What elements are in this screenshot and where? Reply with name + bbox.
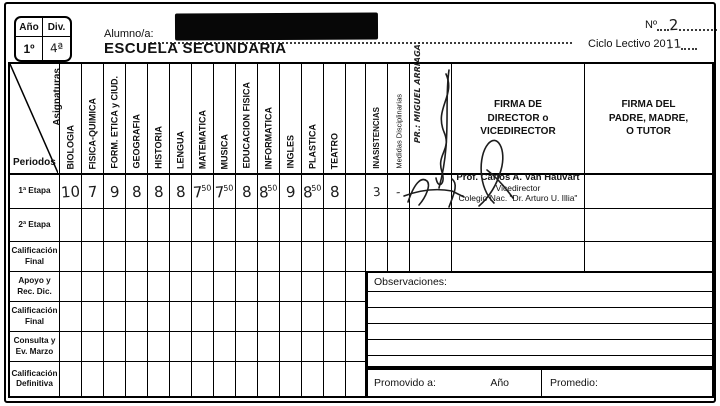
grade-value: 8 [175,182,187,201]
grade-cell [126,175,148,208]
empty-grade-cell [82,332,104,361]
period-label: 2ª Etapa [18,219,51,229]
empty-grade-cell [324,209,346,241]
medidas-label: Medidas Disciplinarias [393,94,403,169]
empty-grade-cell [148,209,170,241]
grade-cell [148,175,170,208]
anio-label: Año [16,18,43,37]
parent-signature-cell [585,175,712,208]
empty-grade-cell [302,272,324,301]
empty-grade-cell [258,332,280,361]
grade-value: $7^{50}$ [214,182,234,202]
empty-grade-cell [126,242,148,271]
empty-grade-cell [104,362,126,396]
school-name: ESCUELA SECUNDARIA [104,40,287,57]
empty-grade-cell [126,362,148,396]
empty-grade-cell [302,362,324,396]
subject-label: INGLES [285,135,295,169]
period-row [10,242,712,272]
empty-cell [346,302,366,331]
empty-grade-cell [214,302,236,331]
subject-label: BIOLOGIA [65,124,75,169]
empty-grade-cell [126,209,148,241]
empty-grade-cell [236,242,258,271]
promedio-label: Promedio: [550,377,598,389]
empty-grade-cell [126,302,148,331]
grade-value: 8 [241,182,253,201]
grade-cell [170,175,192,208]
grade-value: 9 [285,182,297,201]
empty-grade-cell [258,362,280,396]
empty-grade-cell [258,209,280,241]
empty-grade-cell [214,272,236,301]
empty-grade-cell [280,242,302,271]
grade-cell [258,175,280,208]
anio-value: 1º [16,37,43,60]
grade-cell [324,175,346,208]
empty-grade-cell [214,242,236,271]
subject-header [302,64,324,173]
dotted-leader [681,35,697,50]
grade-value: $7^{50}$ [192,182,212,202]
empty-grade-cell [82,302,104,331]
empty-cell [346,332,366,361]
empty-cell [346,272,366,301]
empty-grade-cell [258,302,280,331]
subject-header [324,64,346,173]
empty-cell [346,362,366,396]
period-label-cell [10,362,60,396]
empty-grade-cell [302,209,324,241]
subject-label: GEOGRAFIA [131,114,141,169]
grade-value: 8 [329,182,341,201]
empty-grade-cell [82,362,104,396]
numero-value-handwritten: 2 [668,15,680,35]
inasistencias-cell [366,175,388,208]
empty-cell [366,242,388,271]
period-row [10,209,712,242]
empty-cell [388,209,410,241]
div-label: Div. [43,18,70,37]
empty-grade-cell [170,362,192,396]
ciclo-line [588,35,697,50]
grade-cell [236,175,258,208]
grade-cell [104,175,126,208]
empty-grade-cell [280,302,302,331]
dotted-leader [679,16,717,31]
promovido-box [366,368,714,398]
empty-grade-cell [324,332,346,361]
empty-grade-cell [302,302,324,331]
period-label-cell [10,242,60,271]
asignaturas-label: Asignaturas [52,68,63,126]
observaciones-line [368,292,712,308]
grade-value: 7 [87,182,99,201]
empty-grade-cell [192,242,214,271]
period-label-cell [10,272,60,301]
empty-grade-cell [60,302,82,331]
period-label: Calificación Final [11,246,58,266]
subject-header [60,64,82,173]
subject-label: TEATRO [329,132,339,169]
subject-header [236,64,258,173]
empty-grade-cell [170,302,192,331]
empty-grade-cell [82,242,104,271]
empty-grade-cell [302,332,324,361]
grade-value: 10 [60,181,82,202]
inasistencias-header [366,64,388,173]
empty-cell [585,209,712,241]
empty-grade-cell [324,272,346,301]
empty-grade-cell [126,332,148,361]
empty-cell [346,175,366,208]
firma-padre-label: FIRMA DEL PADRE, MADRE, O TUTOR [608,99,689,138]
empty-grade-cell [60,242,82,271]
stamp-title: Vicedirector [495,183,541,193]
promovido-cell [368,370,542,396]
empty-grade-cell [258,242,280,271]
spare-column-header [346,64,366,173]
subject-header [104,64,126,173]
empty-grade-cell [192,302,214,331]
grade-value: $8^{50}$ [258,182,278,202]
empty-grade-cell [104,272,126,301]
period-label: Calificación Definitiva [11,368,58,388]
observaciones-label: Observaciones: [368,273,712,292]
grade-cell [82,175,104,208]
empty-grade-cell [82,272,104,301]
empty-grade-cell [170,209,192,241]
numero-label: Nº [645,19,657,31]
dotted-leader [657,16,669,31]
grade-cell [302,175,324,208]
period-label: Consulta y Ev. Marzo [13,336,56,356]
empty-grade-cell [236,209,258,241]
promovido-label: Promovido a: [374,377,436,389]
empty-grade-cell [126,272,148,301]
subject-label: HISTORIA [153,126,163,169]
medidas-cell [388,175,410,208]
medidas-header [388,64,410,173]
empty-cell [452,242,585,271]
subject-label: LENGUA [175,131,185,169]
observaciones-line [368,308,712,324]
observaciones-line [368,324,712,340]
empty-grade-cell [148,272,170,301]
observaciones-box [366,271,714,368]
numero-line [645,15,717,35]
empty-cell [346,209,366,241]
empty-grade-cell [148,362,170,396]
subject-label: MUSICA [219,133,229,169]
subject-header [214,64,236,173]
subject-header [126,64,148,173]
etapa1-row [10,175,712,209]
period-label-cell [10,302,60,331]
subject-label: EDUCACION FISICA [241,82,251,169]
empty-grade-cell [148,242,170,271]
subject-label: PLASTICA [307,124,317,169]
empty-grade-cell [60,332,82,361]
empty-cell [452,209,585,241]
empty-grade-cell [104,209,126,241]
grade-cell [280,175,302,208]
empty-grade-cell [60,362,82,396]
inasistencias-value: 3 [372,184,381,199]
empty-grade-cell [214,362,236,396]
subject-header [148,64,170,173]
empty-grade-cell [60,209,82,241]
teacher-signature-header [410,40,452,173]
empty-grade-cell [192,362,214,396]
empty-cell [366,209,388,241]
empty-cell [410,242,452,271]
director-stamp [449,172,587,203]
empty-grade-cell [170,332,192,361]
subject-header [82,64,104,173]
empty-grade-cell [236,362,258,396]
teacher-signature-cell [410,175,452,208]
empty-grade-cell [148,302,170,331]
subject-label: FORM. ETICA y CIUD. [109,76,119,169]
anio-div-box [14,16,72,62]
empty-grade-cell [280,209,302,241]
promedio-cell [542,370,712,396]
director-signature-header [452,64,585,173]
empty-cell [585,242,712,271]
empty-grade-cell [192,332,214,361]
empty-grade-cell [170,242,192,271]
stamp-school: Colegio Nac. "Dr. Arturo U. Illia" [458,193,578,203]
empty-grade-cell [148,332,170,361]
subject-header [192,64,214,173]
empty-grade-cell [324,362,346,396]
ciclo-label: Ciclo Lectivo 20 [588,38,666,50]
corner-cell [10,64,63,173]
empty-grade-cell [280,272,302,301]
grade-cell [192,175,214,208]
period-label: Calificación Final [11,306,58,326]
empty-cell [388,242,410,271]
stamp-name: Prof. Carlos A. Van Hauvart [456,172,580,183]
subject-label: MATEMATICA [197,109,207,169]
empty-cell [346,242,366,271]
empty-grade-cell [302,242,324,271]
empty-grade-cell [192,209,214,241]
empty-grade-cell [280,332,302,361]
anio-footer-label: Año [490,377,509,389]
empty-grade-cell [236,272,258,301]
empty-grade-cell [236,332,258,361]
firma-director-label: FIRMA DE DIRECTOR o VICEDIRECTOR [480,99,556,138]
empty-grade-cell [324,302,346,331]
empty-grade-cell [214,332,236,361]
period-label: 1ª Etapa [18,186,51,196]
empty-grade-cell [192,272,214,301]
grade-value: 8 [131,182,143,201]
empty-grade-cell [82,209,104,241]
empty-grade-cell [324,242,346,271]
empty-grade-cell [170,272,192,301]
empty-grade-cell [104,242,126,271]
grade-cell [214,175,236,208]
empty-grade-cell [104,302,126,331]
subject-header [258,64,280,173]
period-label-cell [10,209,60,241]
teacher-signature-text: PR.: MIGUEL ARRIAGA. [413,40,422,144]
alumno-label: Alumno/a: [104,28,154,40]
subject-label: INFORMATICA [263,106,273,169]
empty-grade-cell [60,272,82,301]
grade-value: 8 [153,182,165,201]
empty-grade-cell [236,302,258,331]
redaction-bar [175,12,378,40]
grade-cell [60,175,82,208]
subject-header [280,64,302,173]
medidas-value: - [395,184,402,199]
periodos-label: Periodos [13,157,56,168]
ciclo-value-handwritten: 11 [665,36,682,52]
parent-signature-header [585,64,712,173]
grade-value: $8^{50}$ [302,182,322,202]
div-value-handwritten: 4ª [49,40,64,56]
empty-grade-cell [214,209,236,241]
empty-cell [410,209,452,241]
inasistencias-label: INASISTENCIAS [371,107,381,169]
period-label-cell [10,332,60,361]
empty-grade-cell [280,362,302,396]
empty-grade-cell [104,332,126,361]
subject-header [170,64,192,173]
grade-value: 9 [109,182,121,201]
subject-label: FISICA-QUIMICA [87,97,97,169]
observaciones-line [368,340,712,356]
empty-grade-cell [258,272,280,301]
period-label: Apoyo y Rec. Dic. [17,276,52,296]
period-label-cell [10,175,60,208]
